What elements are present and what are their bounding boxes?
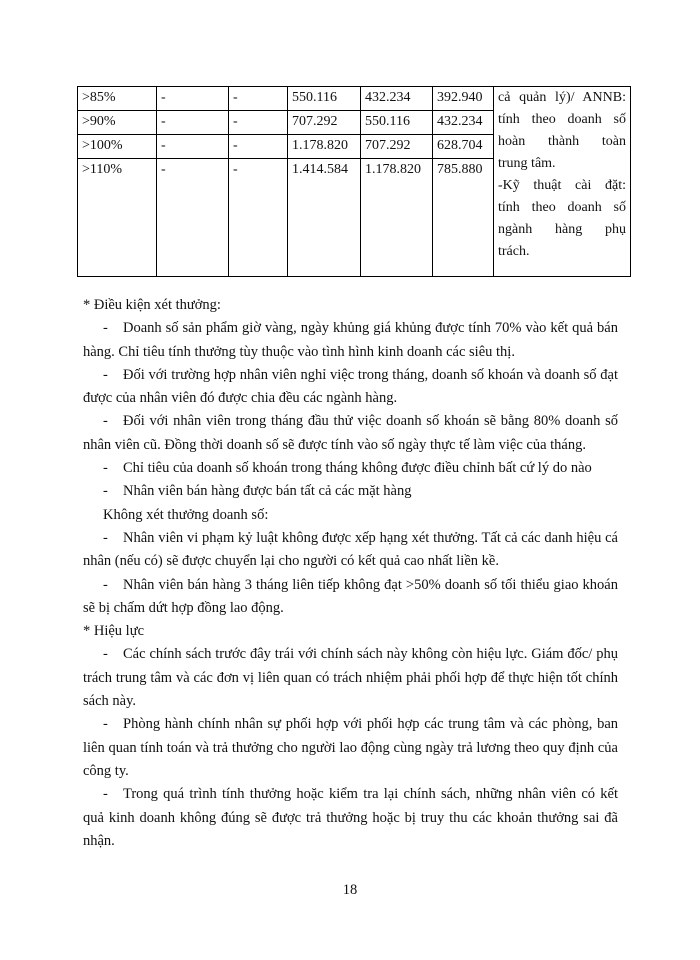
value-cell: 1.178.820	[288, 135, 361, 159]
table-cell: -	[229, 87, 288, 111]
list-item-text: Các chính sách trước đây trái với chính sách này không còn hiệu lực. Giám đốc/ phụ trách trung tâm và các đơn vị liên quan có trách nhiệm phải phối hợp để thực hiện tốt chính sách này.	[83, 646, 618, 710]
value-cell: 432.234	[361, 87, 433, 111]
section-heading: * Hiệu lực	[83, 623, 145, 640]
list-item-text: Đối với trường hợp nhân viên nghỉ việc trong tháng, doanh số khoán và doanh số đạt được của nhân viên đó được chia đều các ngành hàng.	[83, 366, 618, 407]
list-item-text: Phòng hành chính nhân sự phối hợp với phối hợp các trung tâm và các phòng, ban liên quan tính toán và trả thưởng cho người lao động cùng ngày trả lương theo quy định của công ty.	[83, 716, 618, 779]
value-cell: 1.414.584	[288, 159, 361, 277]
note-line: ngành hàng phụ	[498, 222, 626, 237]
list-item	[83, 713, 618, 783]
page-number: 18	[342, 882, 358, 898]
note-cell	[494, 87, 631, 277]
value-cell: 550.116	[288, 87, 361, 111]
note-line: trung tâm.	[498, 156, 556, 171]
threshold-cell: >90%	[78, 111, 157, 135]
list-item-text: Nhân viên bán hàng được bán tất cả các mặt hàng	[123, 483, 412, 500]
table-row	[78, 87, 631, 111]
value-cell: 1.178.820	[361, 159, 433, 277]
table-cell: -	[229, 111, 288, 135]
table-cell: -	[229, 135, 288, 159]
table-cell: -	[157, 159, 229, 277]
dash-marker: -	[103, 413, 108, 430]
note-line: -Kỹ thuật cài đặt:	[498, 178, 626, 193]
dash-marker: -	[103, 483, 108, 500]
dash-marker: -	[103, 716, 108, 733]
table-cell: -	[229, 159, 288, 277]
note-line: trách.	[498, 244, 530, 259]
value-cell: 707.292	[288, 111, 361, 135]
list-item	[83, 457, 618, 480]
note-line: tính theo doanh số	[498, 112, 626, 127]
value-cell: 392.940	[433, 87, 494, 111]
dash-marker: -	[103, 786, 108, 803]
note-line: tính theo doanh số	[498, 200, 626, 215]
section-heading: Không xét thưởng doanh số:	[103, 506, 269, 523]
list-item	[83, 643, 618, 713]
threshold-cell: >110%	[78, 159, 157, 277]
table-cell: -	[157, 111, 229, 135]
list-item	[83, 527, 618, 574]
list-item-text: Đối với nhân viên trong tháng đầu thử việc doanh số khoán sẽ bằng 80% doanh số nhân viên cũ. Đồng thời doanh số sẽ được tính vào số ngày thực tế làm việc của tháng.	[83, 413, 618, 453]
list-item-text: Nhân viên bán hàng 3 tháng liên tiếp không đạt >50% doanh số tối thiểu giao khoán sẽ bị chấm dứt hợp đồng lao động.	[83, 576, 618, 616]
dash-marker: -	[103, 646, 108, 663]
list-item	[83, 480, 618, 503]
list-item	[83, 410, 618, 457]
threshold-cell: >85%	[78, 87, 157, 111]
list-item	[83, 783, 618, 853]
list-item-text: Nhân viên vi phạm kỷ luật không được xếp hạng xét thưởng. Tất cả các danh hiệu cá nhân (nếu có) sẽ được chuyển lại cho người có kết quả cao nhất liền kề.	[83, 529, 618, 570]
list-item-text: Chỉ tiêu của doanh số khoán trong tháng không được điều chỉnh bất cứ lý do nào	[123, 460, 592, 477]
dash-marker: -	[103, 366, 108, 383]
document-body	[83, 294, 618, 853]
list-item	[83, 317, 618, 364]
list-item	[83, 574, 618, 621]
value-cell: 550.116	[361, 111, 433, 135]
bonus-table	[77, 86, 631, 277]
dash-marker: -	[103, 320, 108, 337]
note-line: cả quản lý)/ ANNB:	[498, 90, 626, 105]
table-cell: -	[157, 135, 229, 159]
list-item	[83, 364, 618, 411]
value-cell: 707.292	[361, 135, 433, 159]
value-cell: 628.704	[433, 135, 494, 159]
dash-marker: -	[103, 529, 108, 546]
value-cell: 785.880	[433, 159, 494, 277]
list-item-text: Doanh số sản phẩm giờ vàng, ngày khủng giá khủng được tính 70% vào kết quả bán hàng. Chỉ tiêu tính thưởng tùy thuộc vào tình hình kinh doanh các siêu thị.	[83, 320, 618, 360]
section-heading: * Điều kiện xét thưởng:	[83, 297, 221, 313]
note-line: hoàn thành toàn	[498, 134, 626, 149]
value-cell: 432.234	[433, 111, 494, 135]
threshold-cell: >100%	[78, 135, 157, 159]
list-item-text: Trong quá trình tính thưởng hoặc kiểm tra lại chính sách, những nhân viên có kết quả kinh doanh không đúng sẽ được trả thưởng hoặc bị truy thu các khoản thưởng sai đã nhận.	[83, 786, 618, 849]
dash-marker: -	[103, 576, 108, 593]
dash-marker: -	[103, 460, 108, 477]
table-cell: -	[157, 87, 229, 111]
